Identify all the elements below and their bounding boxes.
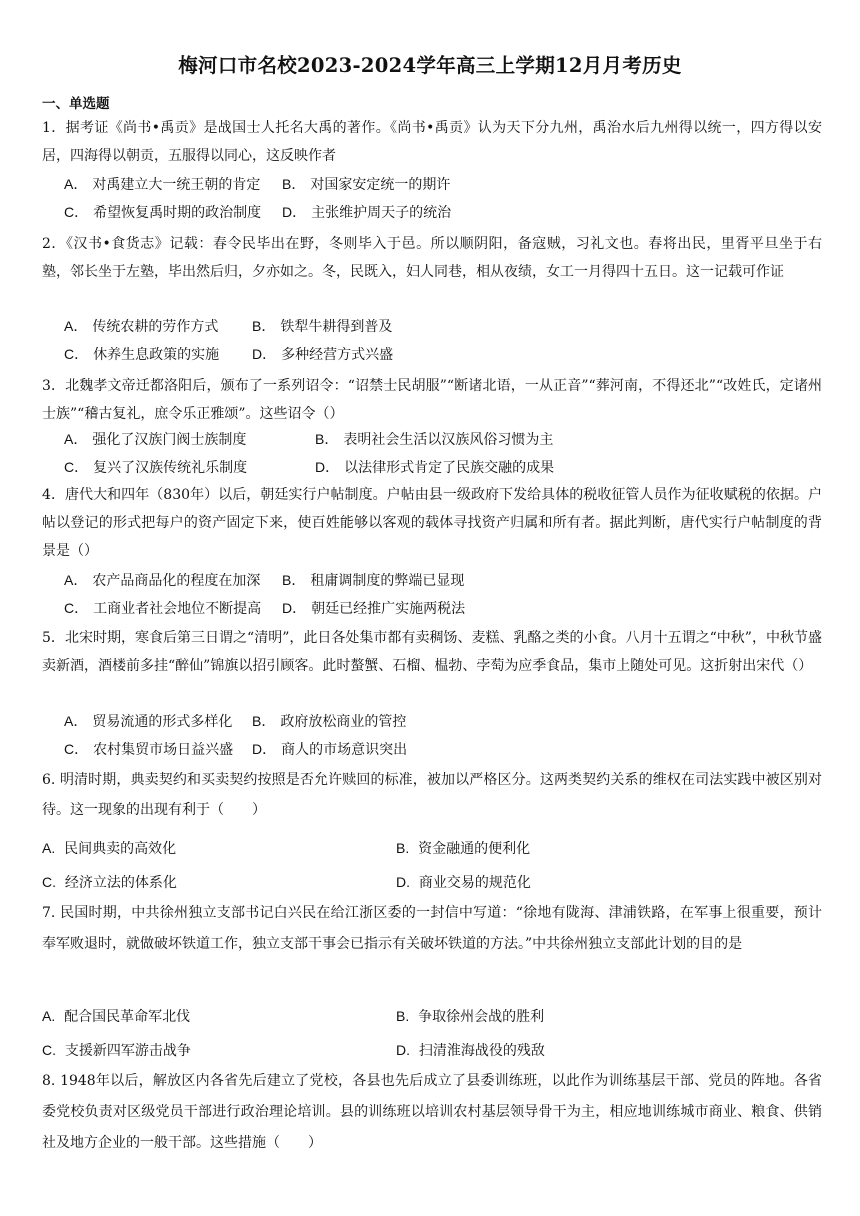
option-letter: D． — [282, 600, 307, 616]
option-letter: C． — [64, 204, 89, 220]
question-2-option-c — [64, 344, 219, 365]
option-letter: A． — [64, 431, 88, 447]
question-1-option-c — [64, 202, 261, 223]
option-letter: D． — [252, 741, 277, 757]
option-letter: B． — [282, 572, 306, 588]
section-heading: 一、单选题 — [42, 96, 110, 112]
question-5-option-a — [64, 711, 232, 732]
question-4-option-d — [282, 598, 465, 619]
question-text: 北宋时期，寒食后第三日谓之“清明”，此日各处集市都有卖稠饧、麦糕、乳酪之类的小食。八月十五谓之“中秋”，中秋节盛卖新酒，酒楼前多挂“醉仙”锦旗以招引顾客。此时螯蟹、石榴、榅勃、孛萄为应季食品，集市上随处可见。这折射出宋代（） — [42, 630, 822, 675]
question-text: 唐代大和四年（830年）以后，朝廷实行户帖制度。户帖由县一级政府下发给具体的税收征管人员作为征收赋税的依据。户帖以登记的形式把每户的资产固定下来，使百姓能够以客观的载体寻找资产归属和所有者。据此判断，唐代实行户帖制度的背景是（） — [42, 487, 822, 560]
question-6-option-c — [42, 872, 177, 893]
option-letter: A. — [42, 840, 60, 856]
question-number: 7. — [42, 905, 61, 921]
option-letter: D． — [252, 346, 277, 362]
option-text: 民间典卖的高效化 — [64, 841, 177, 857]
option-text: 配合国民革命军北伐 — [64, 1009, 191, 1025]
option-letter: D． — [282, 204, 307, 220]
option-letter: C． — [64, 741, 89, 757]
question-7-option-d — [396, 1040, 545, 1061]
question-6-stem — [42, 765, 822, 825]
option-text: 工商业者社会地位不断提高 — [93, 601, 262, 617]
question-text: 据考证《尚书•禹贡》是战国士人托名大禹的著作。《尚书•禹贡》认为天下分九州，禹治水后九州得以统一，四方得以安居，四海得以朝贡，五服得以同心，这反映作者 — [42, 120, 822, 165]
option-letter: D. — [396, 874, 414, 890]
question-3-option-a — [64, 429, 246, 450]
question-2-option-b — [252, 316, 392, 337]
question-7-option-c — [42, 1040, 191, 1061]
question-number: 5． — [42, 630, 65, 646]
question-number: 8. — [42, 1073, 61, 1089]
option-text: 休养生息政策的实施 — [93, 347, 220, 363]
question-7-option-b — [396, 1006, 544, 1027]
question-1-option-b — [282, 174, 450, 195]
option-text: 对禹建立大一统王朝的肯定 — [92, 177, 261, 193]
option-text: 表明社会生活以汉族风俗习惯为主 — [343, 432, 554, 448]
question-text: 北魏孝文帝迁都洛阳后，颁布了一系列诏令：“诏禁士民胡服”“断诸北语，一从正音”“葬河南，不得还北”“改姓氏，定诸州士族”“稽古复礼，庶令乐正雅颂”。这些诏令（） — [42, 378, 822, 423]
option-text: 铁犁牛耕得到普及 — [280, 319, 393, 335]
question-4-stem — [42, 481, 822, 566]
option-letter: C． — [64, 600, 89, 616]
option-letter: C． — [64, 346, 89, 362]
option-text: 朝廷已经推广实施两税法 — [311, 601, 466, 617]
question-4-option-b — [282, 570, 464, 591]
option-text: 商业交易的规范化 — [418, 875, 531, 891]
option-text: 对国家安定统一的期许 — [310, 177, 451, 193]
option-text: 农产品商品化的程度在加深 — [92, 573, 261, 589]
question-1-option-d — [282, 202, 451, 223]
option-letter: D． — [315, 459, 340, 475]
exam-title: 梅河口市名校2023-2024学年高三上学期12月月考历史 — [178, 54, 682, 77]
option-text: 强化了汉族门阀士族制度 — [92, 432, 247, 448]
option-text: 争取徐州会战的胜利 — [418, 1009, 545, 1025]
option-text: 政府放松商业的管控 — [280, 714, 407, 730]
option-text: 多种经营方式兴盛 — [281, 347, 394, 363]
option-letter: C. — [42, 1042, 60, 1058]
option-text: 农村集贸市场日益兴盛 — [93, 742, 234, 758]
option-letter: A． — [64, 176, 88, 192]
question-2-option-d — [252, 344, 393, 365]
question-text: 明清时期，典卖契约和买卖契约按照是否允许赎回的标准，被加以严格区分。这两类契约关系的维权在司法实践中被区别对待。这一现象的出现有利于（ ） — [42, 772, 823, 818]
option-text: 贸易流通的形式多样化 — [92, 714, 233, 730]
option-text: 扫清淮海战役的残敌 — [418, 1043, 545, 1059]
option-letter: A. — [42, 1008, 60, 1024]
question-text: 1948年以后，解放区内各省先后建立了党校，各县也先后成立了县委训练班，以此作为训练基层干部、党员的阵地。各省委党校负责对区级党员干部进行政治理论培训。县的训练班以培训农村基层领导骨干为主，相应地训练城市商业、粮食、供销社及地方企业的一般干部。这些措施（ ） — [42, 1073, 822, 1151]
question-3-option-d — [315, 457, 554, 478]
option-letter: C. — [42, 874, 60, 890]
option-text: 经济立法的体系化 — [64, 875, 177, 891]
question-5-option-c — [64, 739, 233, 760]
option-text: 资金融通的便利化 — [418, 841, 531, 857]
option-text: 商人的市场意识突出 — [281, 742, 408, 758]
option-letter: A． — [64, 318, 88, 334]
question-number: 4． — [42, 487, 65, 503]
question-text: 民国时期，中共徐州独立支部书记白兴民在给江浙区委的一封信中写道：“徐地有陇海、津浦铁路，在军事上很重要，预计奉军败退时，就做破坏铁道工作，独立支部干事会已指示有关破坏铁道的方法。”中共徐州独立支部此计划的目的是 — [42, 905, 823, 952]
option-letter: C． — [64, 459, 89, 475]
option-letter: B. — [396, 840, 414, 856]
option-text: 支援新四军游击战争 — [64, 1043, 191, 1059]
question-6-option-d — [396, 872, 531, 893]
question-6-option-b — [396, 838, 530, 859]
question-5-option-b — [252, 711, 406, 732]
question-3-option-c — [64, 457, 247, 478]
question-8-stem — [42, 1066, 822, 1159]
question-7-option-a — [42, 1006, 190, 1027]
option-letter: B． — [282, 176, 306, 192]
option-text: 以法律形式肯定了民族交融的成果 — [344, 460, 555, 476]
question-4-option-c — [64, 598, 261, 619]
question-number: 6. — [42, 772, 60, 788]
option-text: 传统农耕的劳作方式 — [92, 319, 219, 335]
question-5-option-d — [252, 739, 407, 760]
question-2-stem — [42, 230, 822, 286]
option-letter: B． — [315, 431, 339, 447]
question-text: 《汉书•食货志》记载：春令民毕出在野，冬则毕入于邑。所以顺阴阳，备寇贼，习礼文也。春将出民，里胥平旦坐于右塾，邻长坐于左塾，毕出然后归，夕亦如之。冬，民既入，妇人同巷，相从夜绩，女工一月得四十五日。这一记载可作证 — [42, 236, 822, 281]
option-letter: B． — [252, 713, 276, 729]
question-1-stem — [42, 114, 822, 170]
option-text: 主张维护周天子的统治 — [311, 205, 452, 221]
question-4-option-a — [64, 570, 260, 591]
question-3-stem — [42, 372, 822, 428]
question-number: 1． — [42, 120, 66, 136]
question-5-stem — [42, 624, 822, 680]
option-letter: A． — [64, 572, 88, 588]
option-letter: D. — [396, 1042, 414, 1058]
question-7-stem — [42, 898, 822, 960]
option-letter: B． — [252, 318, 276, 334]
option-letter: B. — [396, 1008, 414, 1024]
option-text: 希望恢复禹时期的政治制度 — [93, 205, 262, 221]
question-2-option-a — [64, 316, 218, 337]
question-number: 3． — [42, 378, 66, 394]
question-6-option-a — [42, 838, 176, 859]
question-1-option-a — [64, 174, 260, 195]
option-text: 复兴了汉族传统礼乐制度 — [93, 460, 248, 476]
question-number: 2． — [42, 236, 66, 252]
option-text: 租庸调制度的弊端已显现 — [310, 573, 465, 589]
question-3-option-b — [315, 429, 553, 450]
option-letter: A． — [64, 713, 88, 729]
